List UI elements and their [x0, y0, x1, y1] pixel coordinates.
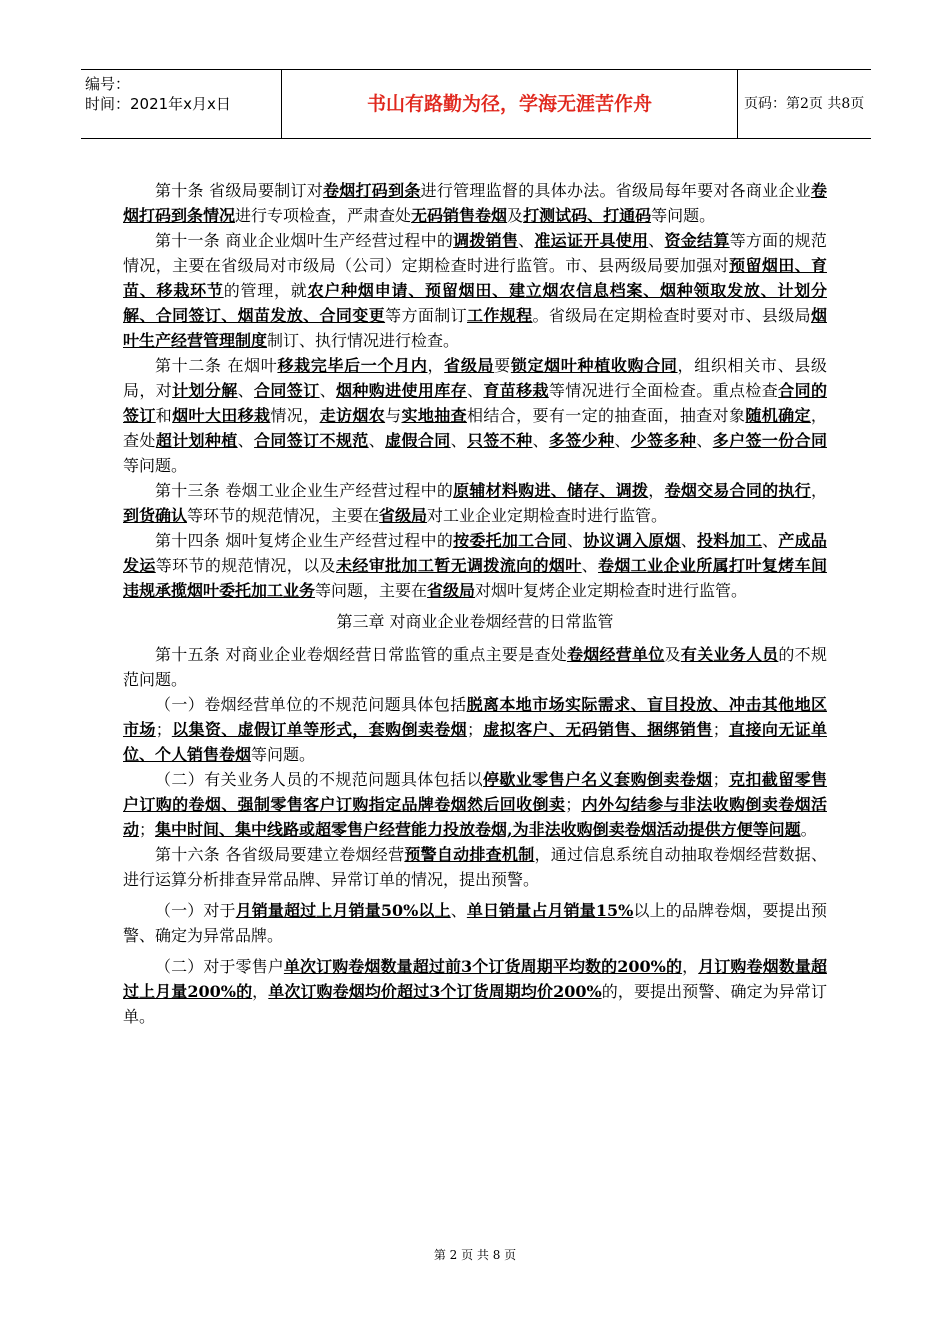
- emphasized-text: 虚拟客户、无码销售、捆绑销售: [483, 720, 713, 739]
- header-motto: 书山有路勤为径，学海无涯苦作舟: [282, 70, 738, 138]
- emphasized-text: 卷烟经营单位: [566, 645, 665, 664]
- number-label: 编号：: [85, 75, 131, 93]
- text-segment: 、: [532, 431, 549, 450]
- header-meta: [81, 70, 282, 138]
- emphasized-text: 虚假合同: [385, 431, 451, 450]
- emphasized-text: 多户签一份合同: [712, 431, 827, 450]
- text-segment: 等问题，主要在: [315, 581, 428, 600]
- emphasized-text: 产成品发运: [123, 531, 827, 575]
- text-segment: 及: [664, 645, 681, 664]
- text-segment: 要: [494, 356, 511, 375]
- emphasized-text: 卷烟打码到条: [323, 181, 421, 200]
- emphasized-text: 卷烟打码到条情况: [123, 181, 827, 225]
- text-segment: 、: [680, 531, 698, 550]
- text-segment: ，: [252, 982, 269, 1001]
- article-paragraph: [123, 528, 827, 603]
- emphasized-text: 克扣截留零售户订购的卷烟、强制零售客户订购指定品牌卷烟然后回收倒卖: [123, 770, 827, 814]
- emphasized-text: 工作规程: [466, 306, 533, 325]
- text-segment: 。省级局在定期检查时要对市、县级局: [532, 306, 811, 325]
- text-segment: 的管理，就: [223, 281, 308, 300]
- emphasized-text: 单次订购卷烟均价超过3个订货周期均价200%: [268, 982, 602, 1001]
- emphasized-text: 走访烟农: [319, 406, 386, 425]
- text-segment: 的，要提出预警、确定为异常订单。: [123, 982, 827, 1026]
- text-segment: 在烟叶: [227, 356, 278, 375]
- emphasized-text: 省级局: [444, 356, 495, 375]
- emphasized-text: 预留烟田、育苗、移栽环节: [123, 256, 827, 300]
- text-segment: 制订、执行情况进行检查。: [267, 331, 460, 350]
- text-segment: ；: [155, 720, 172, 739]
- emphasized-text: 随机确定: [745, 406, 811, 425]
- emphasized-text: 移栽完毕后一个月内: [277, 356, 428, 375]
- emphasized-text: 省级局: [427, 581, 476, 600]
- text-segment: 的不规范问题。: [123, 645, 827, 689]
- emphasized-text: 月销量超过上月销量50%以上: [235, 901, 451, 920]
- emphasized-text: 卷烟交易合同的执行: [664, 481, 811, 500]
- emphasized-text: 超计划种植: [155, 431, 238, 450]
- text-segment: ，: [810, 481, 827, 500]
- article-paragraph: [123, 767, 827, 842]
- text-segment: ，通过信息系统自动抽取卷烟经营数据、进行运算分析排查异常品牌、异常订单的情况，提出预警。: [123, 845, 827, 889]
- emphasized-text: 准运证开具使用: [534, 231, 649, 250]
- text-segment: 对工业企业定期检查时进行监管。: [427, 506, 668, 525]
- emphasized-text: 原辅材料购进、储存、调拨: [453, 481, 649, 500]
- text-segment: （二）有关业务人员的不规范问题具体包括以: [155, 770, 483, 789]
- text-segment: 。: [800, 820, 817, 839]
- emphasized-text: 锁定烟叶种植收购合同: [510, 356, 678, 375]
- emphasized-text: 烟种购进使用库存: [335, 381, 467, 400]
- text-segment: 、: [466, 381, 484, 400]
- text-segment: 等情况进行全面检查。重点检查: [548, 381, 779, 400]
- emphasized-text: 集中时间、集中线路或超零售户经营能力投放卷烟,为非法收购倒卖卷烟活动提供方便等问题: [155, 820, 801, 839]
- text-segment: 等方面的规范情况，主要在省级局对市级局（公司）定期检查时进行监管。市、县两级局要加强对: [123, 231, 827, 275]
- text-segment: 、: [518, 231, 535, 250]
- text-segment: 第十六条: [155, 845, 226, 864]
- text-segment: ，组织相关市、县级局，对: [123, 356, 827, 400]
- header-page-info: 页码：第2页 共8页: [744, 96, 865, 112]
- text-segment: ；: [139, 820, 156, 839]
- text-segment: 第十条: [155, 181, 210, 200]
- emphasized-text: 少签多种: [630, 431, 697, 450]
- emphasized-text: 脱离本地市场实际需求、盲目投放、冲击其他地区市场: [123, 695, 827, 739]
- text-segment: 商业企业烟叶生产经营过程中的: [225, 231, 454, 250]
- text-segment: ，查处: [123, 406, 827, 450]
- text-segment: 及: [507, 206, 524, 225]
- text-segment: 各省级局要建立卷烟经营: [225, 845, 405, 864]
- emphasized-text: 实地抽查: [401, 406, 467, 425]
- text-segment: 、: [762, 531, 779, 550]
- article-paragraph: [123, 353, 827, 478]
- emphasized-text: 预警自动排查机制: [404, 845, 535, 864]
- text-segment: 进行专项检查，严肃查处: [235, 206, 412, 225]
- text-segment: 、: [696, 431, 713, 450]
- text-segment: 第三章 对商业企业卷烟经营的日常监管: [336, 612, 614, 631]
- article-paragraph: [123, 954, 827, 1029]
- emphasized-text: 合同的签订: [123, 381, 827, 425]
- text-segment: （二）对于零售户: [155, 957, 284, 976]
- text-segment: 第十三条: [155, 481, 226, 500]
- text-segment: 、: [581, 556, 599, 575]
- emphasized-text: 计划分解: [172, 381, 238, 400]
- time-label: 时间：2021年x月x日: [85, 95, 231, 113]
- emphasized-text: 调拨销售: [453, 231, 519, 250]
- chapter-heading: [123, 609, 827, 634]
- text-segment: 情况，: [270, 406, 320, 425]
- emphasized-text: 月订购卷烟数量超过上月量200%的: [123, 957, 827, 1001]
- article-paragraph: [123, 642, 827, 692]
- text-segment: 、: [319, 381, 336, 400]
- emphasized-text: 投料加工: [697, 531, 763, 550]
- text-segment: 、: [614, 431, 631, 450]
- emphasized-text: 按委托加工合同: [453, 531, 567, 550]
- text-segment: ；: [712, 720, 729, 739]
- text-segment: 第十五条: [155, 645, 226, 664]
- emphasized-text: 打测试码、打通码: [523, 206, 652, 225]
- text-segment: 、: [237, 381, 255, 400]
- emphasized-text: 停歇业零售户名义套购倒卖卷烟: [482, 770, 713, 789]
- article-paragraph: [123, 178, 827, 228]
- text-segment: 等问题。: [651, 206, 716, 225]
- text-segment: ；: [712, 770, 729, 789]
- emphasized-text: 多签少种: [548, 431, 615, 450]
- text-segment: 等问题。: [123, 456, 188, 475]
- text-segment: 第十二条: [155, 356, 228, 375]
- emphasized-text: 卷烟工业企业所属打叶复烤车间违规承揽烟叶委托加工业务: [123, 556, 827, 600]
- emphasized-text: 合同签订不规范: [254, 431, 369, 450]
- text-segment: 第十一条: [155, 231, 226, 250]
- text-segment: 省级局要制订对: [209, 181, 324, 200]
- emphasized-text: 农户种烟申请、预留烟田、建立烟农信息档案、烟种领取发放、计划分解、合同签订、烟苗发放、合同变更: [123, 281, 827, 325]
- text-segment: 等环节的规范情况，主要在: [187, 506, 380, 525]
- text-segment: 、: [450, 901, 467, 920]
- text-segment: 等方面制订: [385, 306, 467, 325]
- page-footer: 第 2 页 共 8 页: [433, 1248, 517, 1262]
- text-segment: 、: [450, 431, 467, 450]
- emphasized-text: 烟叶大田移栽: [172, 406, 271, 425]
- article-paragraph: [123, 228, 827, 353]
- text-segment: 等环节的规范情况，以及: [155, 556, 336, 575]
- emphasized-text: 以集资、虚假订单等形式，套购倒卖卷烟: [171, 720, 467, 739]
- emphasized-text: 到货确认: [123, 506, 188, 525]
- emphasized-text: 资金结算: [664, 231, 730, 250]
- text-segment: 、: [237, 431, 255, 450]
- text-segment: ，: [427, 356, 445, 375]
- text-segment: ，: [682, 957, 699, 976]
- text-segment: 进行管理监督的具体办法。省级局每年要对各商业企业: [420, 181, 811, 200]
- emphasized-text: 直接向无证单位、个人销售卷烟: [123, 720, 827, 764]
- text-segment: 第十四条: [155, 531, 226, 550]
- document-body: [123, 178, 827, 1029]
- text-segment: ，: [648, 481, 665, 500]
- text-segment: ；: [565, 795, 582, 814]
- text-segment: 、: [566, 531, 584, 550]
- article-paragraph: [123, 898, 827, 948]
- text-segment: 、: [368, 431, 386, 450]
- article-paragraph: [123, 692, 827, 767]
- emphasized-text: 内外勾结参与非法收购倒卖卷烟活动: [123, 795, 827, 839]
- emphasized-text: 无码销售卷烟: [411, 206, 508, 225]
- emphasized-text: 未经审批加工暂无调拨流向的烟叶: [335, 556, 582, 575]
- emphasized-text: 省级局: [379, 506, 428, 525]
- text-segment: 和: [155, 406, 173, 425]
- text-segment: 以上的品牌卷烟，要提出预警、确定为异常品牌。: [123, 901, 827, 945]
- emphasized-text: 单日销量占月销量15%: [466, 901, 634, 920]
- text-segment: ；: [466, 720, 483, 739]
- text-segment: 、: [648, 231, 665, 250]
- article-paragraph: [123, 478, 827, 528]
- emphasized-text: 协议调入原烟: [583, 531, 681, 550]
- emphasized-text: 育苗移栽: [483, 381, 549, 400]
- emphasized-text: 合同签订: [254, 381, 320, 400]
- text-segment: 相结合，要有一定的抽查面，抽查对象: [466, 406, 746, 425]
- article-paragraph: [123, 842, 827, 892]
- text-segment: 对烟叶复烤企业定期检查时进行监管。: [475, 581, 748, 600]
- page-header: [81, 69, 871, 139]
- emphasized-text: 烟叶生产经营管理制度: [123, 306, 827, 350]
- text-segment: 等问题。: [251, 745, 316, 764]
- text-segment: 与: [385, 406, 402, 425]
- text-segment: （一）卷烟经营单位的不规范问题具体包括: [155, 695, 467, 714]
- emphasized-text: 单次订购卷烟数量超过前3个订货周期平均数的200%的: [283, 957, 683, 976]
- text-segment: （一）对于: [155, 901, 236, 920]
- text-segment: 卷烟工业企业生产经营过程中的: [225, 481, 454, 500]
- emphasized-text: 有关业务人员: [680, 645, 779, 664]
- text-segment: 烟叶复烤企业生产经营过程中的: [225, 531, 454, 550]
- emphasized-text: 只签不种: [466, 431, 533, 450]
- text-segment: 对商业企业卷烟经营日常监管的重点主要是查处: [225, 645, 567, 664]
